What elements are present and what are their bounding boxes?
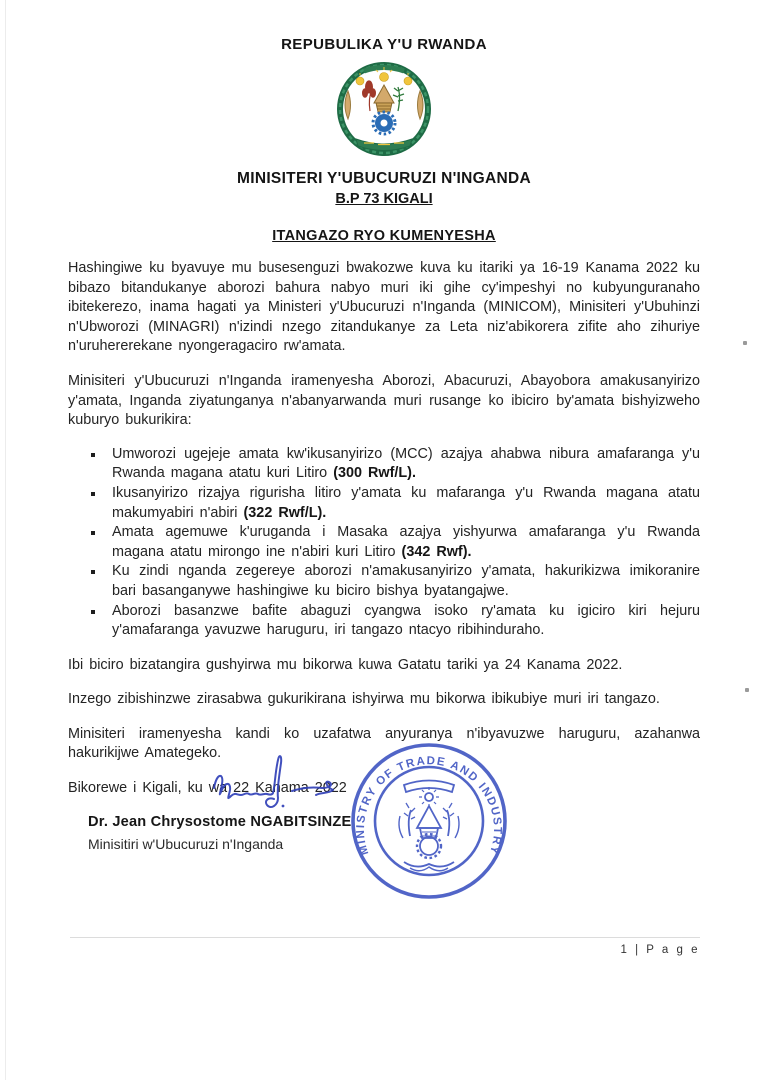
signatory-name: Dr. Jean Chrysostome NGABITSINZE <box>88 814 352 830</box>
republic-title: REPUBULIKA Y'U RWANDA <box>281 36 487 53</box>
rwanda-coat-of-arms-icon <box>326 59 442 166</box>
scan-speck <box>745 688 749 692</box>
footer-rule <box>70 937 700 938</box>
price-bullet-item: Ku zindi nganda zegereye aborozi n'amakusanyirizo y'amata, hakurikizwa imikoranire bari basanganywe hashingiwe ku biciro bishya byatangajwe. <box>68 562 700 601</box>
paragraph-background: Hashingiwe ku byavuye mu busesenguzi bwakozwe kuva ku itariki ya 16-19 Kanama 2022 ku bibazo bitandukanye aborozi bahura nabyo muri iki gihe cy'impeshyi no kubyunguranaho ibitekerezo, inama hagati ya Ministeri y'Ubucuruzi n'Inganda (MINICOM), Minisiteri y'Ubuhinzi n'Ubworozi (MINAGRI) n'izindi nzego zitandukanye za Leta niz'abikorera zifite aho zihuriye n'uruhererekane nyongeragaciro rw'amata. <box>68 260 700 355</box>
paragraph-enforcement: Inzego zibishinzwe zirasabwa gukurikirana ishyirwa mu bikorwa ibikubiye muri iri tangazo. <box>68 691 660 708</box>
paragraph-effective-date: Ibi biciro bizatangira gushyirwa mu bikorwa kuwa Gatatu tariki ya 24 Kanama 2022. <box>68 656 623 673</box>
ministry-name: MINISITERI Y'UBUCURUZI N'INGANDA <box>237 170 531 187</box>
letter-content <box>68 36 700 799</box>
price-bullet-item: Umworozi ugejeje amata kw'ikusanyirizo (MCC) azajya ahabwa nibura amafaranga y'u Rwanda magana atatu kuri Litiro (300 Rwf/L). <box>68 445 700 484</box>
stamp-arc-text: MINISTRY OF TRADE AND INDUSTRY <box>354 755 504 857</box>
price-bullet-list <box>68 445 700 641</box>
page-number: 1 | P a g e <box>620 944 700 956</box>
signatory-title: Minisitiri w'Ubucuruzi n'Inganda <box>88 836 284 852</box>
notice-title: ITANGAZO RYO KUMENYESHA <box>272 228 496 244</box>
scan-speck <box>743 341 747 345</box>
paragraph-announcement: Minisiteri y'Ubucuruzi n'Inganda iramenyesha Aborozi, Abacuruzi, Abayobora amakusanyirizo y'amata, Inganda ziyatunganya n'abanyarwanda muri rusange ko ibiciro by'amata bishyizweho kuburyo bukurikira: <box>68 372 700 429</box>
signing-date-line: Bikorewe i Kigali, ku wa 22 Kanama 2022 <box>68 780 347 797</box>
handwritten-signature-icon <box>208 752 348 823</box>
price-bullet-item: Amata agemuwe k'uruganda i Masaka azajya yishyurwa amafaranga y'u Rwanda magana atatu mirongo ine n'abiri kuri Litiro (342 Rwf). <box>68 523 700 562</box>
price-bullet-item: Ikusanyirizo rizajya rigurisha litiro y'amata ku mafaranga y'u Rwanda magana atatu makumyabiri n'abiri (322 Rwf/L). <box>68 484 700 523</box>
ministry-round-stamp-icon <box>348 740 510 907</box>
price-bullet-item: Aborozi basanzwe bafite abaguzi cyangwa isoko ry'amata ku igiciro kiri hejuru y'amafaranga yavuzwe haruguru, iri tangazo ntacyo ribihinduraho. <box>68 602 700 641</box>
scan-page-edge <box>5 0 6 1080</box>
ministry-address: B.P 73 KIGALI <box>335 191 433 207</box>
paragraph-penalty: Minisiteri iramenyesha kandi ko uzafatwa anyuranya n'ibyavuzwe haruguru, azahanwa hakurikijwe Amategeko. <box>68 725 700 762</box>
